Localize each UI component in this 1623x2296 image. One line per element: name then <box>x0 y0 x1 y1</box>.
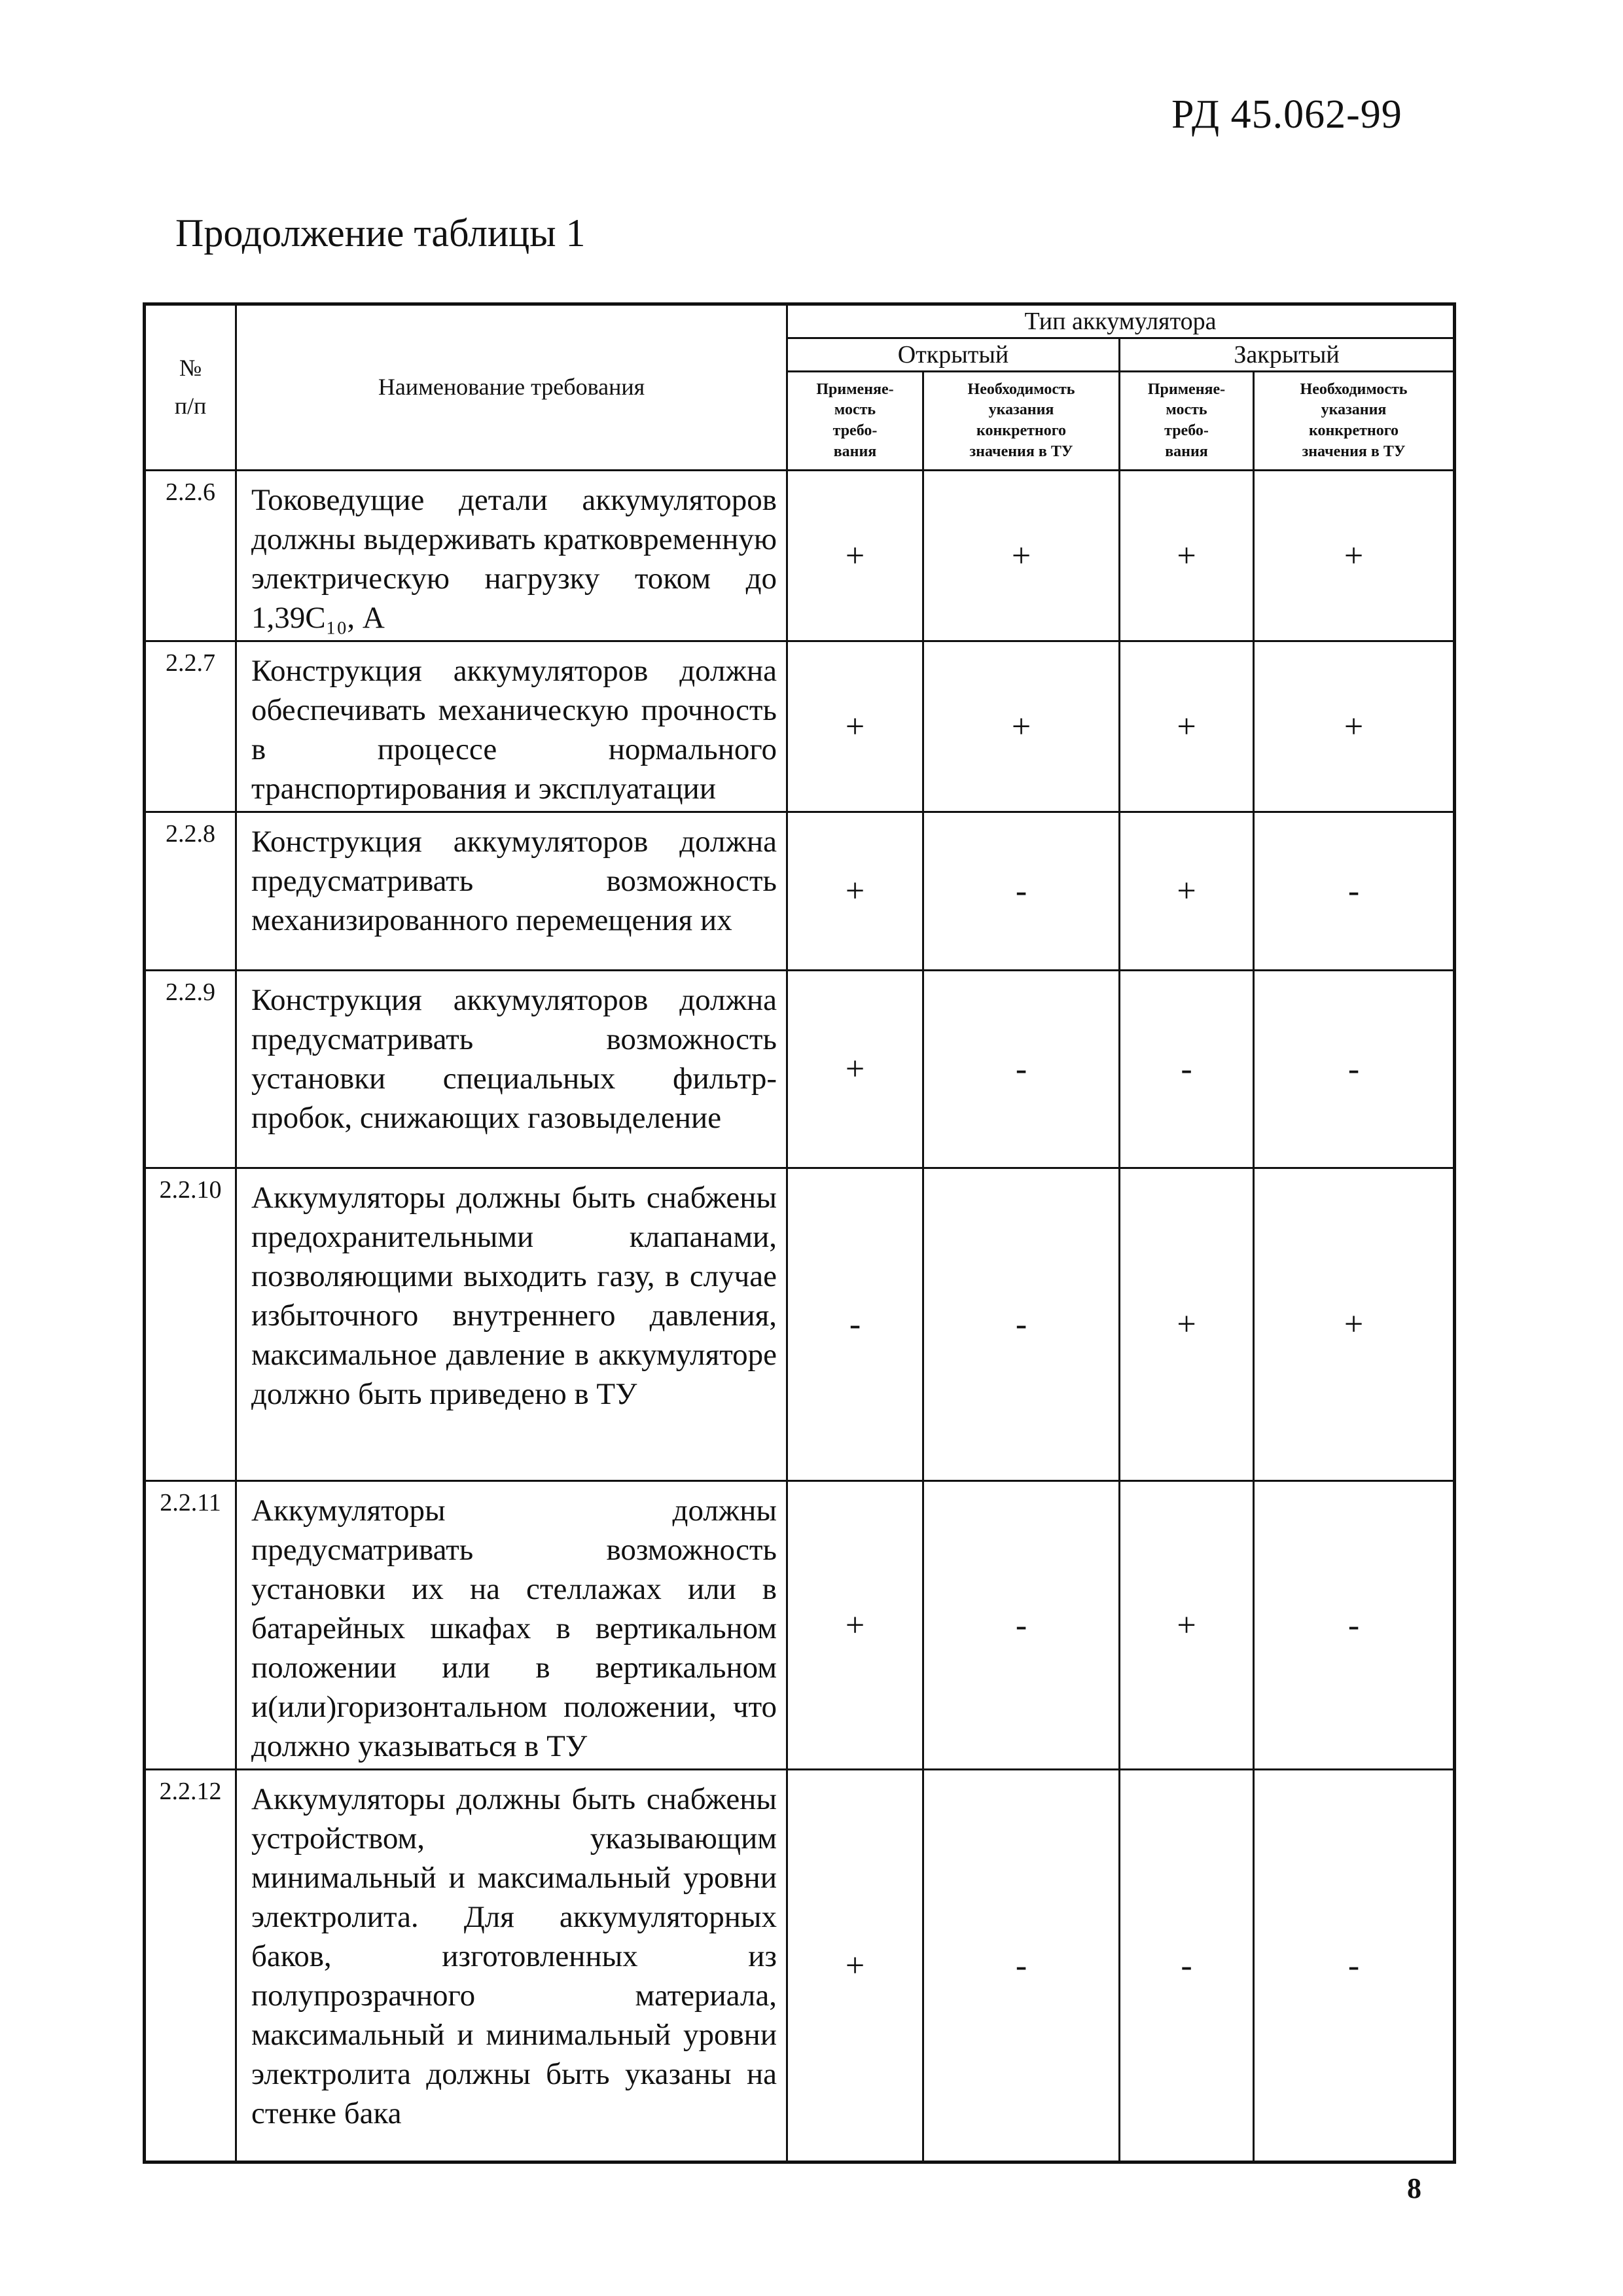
mark-closed-applicability: + <box>1120 1481 1254 1770</box>
requirement-text: Аккумуляторы должны быть снабжены предохранительными клапанами, позволяющими выходить газу, в случае избыточного внутреннего давления, максимальное давление в аккумуляторе должно быть приведено в ТУ <box>236 1168 787 1481</box>
mark-open-applicability: + <box>787 1770 923 2162</box>
mark-closed-applicability: + <box>1120 1168 1254 1481</box>
mark-open-value-spec: - <box>923 812 1120 971</box>
table-caption: Продолжение таблицы 1 <box>175 211 586 255</box>
mark-closed-applicability: + <box>1120 812 1254 971</box>
row-number: 2.2.6 <box>145 471 236 641</box>
row-number: 2.2.7 <box>145 641 236 812</box>
requirement-text: Аккумуляторы должны предусматривать возможность установки их на стеллажах или в батарейных шкафах в вертикальном положении или в вертикальном и(или)горизонтальном положении, что должно указываться в ТУ <box>236 1481 787 1770</box>
mark-open-value-spec: + <box>923 641 1120 812</box>
row-number: 2.2.9 <box>145 971 236 1168</box>
mark-closed-value-spec: - <box>1254 1481 1455 1770</box>
mark-closed-value-spec: + <box>1254 641 1455 812</box>
mark-open-value-spec: - <box>923 971 1120 1168</box>
column-header-number: № п/п <box>145 304 236 471</box>
mark-closed-value-spec: - <box>1254 1770 1455 2162</box>
requirement-text: Конструкция аккумуляторов должна обеспечивать механическую прочность в процессе нормального транспортирования и эксплуатации <box>236 641 787 812</box>
table-row <box>145 641 1455 812</box>
column-header-open: Открытый <box>787 338 1120 372</box>
table-row <box>145 471 1455 641</box>
column-header-name: Наименование требования <box>236 304 787 471</box>
table-row <box>145 812 1455 971</box>
mark-closed-applicability: - <box>1120 971 1254 1168</box>
header-row-type <box>145 304 1455 338</box>
mark-open-applicability: + <box>787 812 923 971</box>
table-row <box>145 1481 1455 1770</box>
table-row <box>145 971 1455 1168</box>
mark-open-value-spec: - <box>923 1481 1120 1770</box>
mark-open-applicability: - <box>787 1168 923 1481</box>
column-header-battery-type: Тип аккумулятора <box>787 304 1455 338</box>
mark-closed-value-spec: - <box>1254 812 1455 971</box>
document-code: РД 45.062-99 <box>1171 92 1402 137</box>
mark-closed-applicability: + <box>1120 641 1254 812</box>
row-number: 2.2.10 <box>145 1168 236 1481</box>
table-row <box>145 1168 1455 1481</box>
requirement-text: Конструкция аккумуляторов должна предусматривать возможность установки специальных фильтр-пробок, снижающих газовыделение <box>236 971 787 1168</box>
subheader-closed-applicability: Применяе- мость требо- вания <box>1120 372 1254 471</box>
mark-open-value-spec: - <box>923 1168 1120 1481</box>
mark-open-value-spec: + <box>923 471 1120 641</box>
mark-closed-value-spec: + <box>1254 1168 1455 1481</box>
requirement-text: Токоведущие детали аккумуляторов должны выдерживать кратковременную электрическую нагрузку током до 1,39C₁₀, А <box>236 471 787 641</box>
column-header-closed: Закрытый <box>1120 338 1455 372</box>
page-number: 8 <box>1407 2172 1421 2204</box>
requirements-table <box>143 302 1456 2164</box>
row-number: 2.2.11 <box>145 1481 236 1770</box>
requirement-text: Конструкция аккумуляторов должна предусматривать возможность механизированного перемещения их <box>236 812 787 971</box>
subheader-closed-value-spec: Необходимость указания конкретного значения в ТУ <box>1254 372 1455 471</box>
mark-open-applicability: + <box>787 641 923 812</box>
requirement-text: Аккумуляторы должны быть снабжены устройством, указывающим минимальный и максимальный уровни электролита. Для аккумуляторных баков, изготовленных из полупрозрачного материала, максимальный и минимальный уровни электролита должны быть указаны на стенке бака <box>236 1770 787 2162</box>
row-number: 2.2.12 <box>145 1770 236 2162</box>
row-number: 2.2.8 <box>145 812 236 971</box>
mark-open-applicability: + <box>787 971 923 1168</box>
mark-open-applicability: + <box>787 471 923 641</box>
subheader-open-value-spec: Необходимость указания конкретного значения в ТУ <box>923 372 1120 471</box>
table-row <box>145 1770 1455 2162</box>
mark-closed-value-spec: + <box>1254 471 1455 641</box>
mark-open-value-spec: - <box>923 1770 1120 2162</box>
mark-closed-applicability: + <box>1120 471 1254 641</box>
mark-closed-applicability: - <box>1120 1770 1254 2162</box>
mark-closed-value-spec: - <box>1254 971 1455 1168</box>
subheader-open-applicability: Применяе- мость требо- вания <box>787 372 923 471</box>
mark-open-applicability: + <box>787 1481 923 1770</box>
